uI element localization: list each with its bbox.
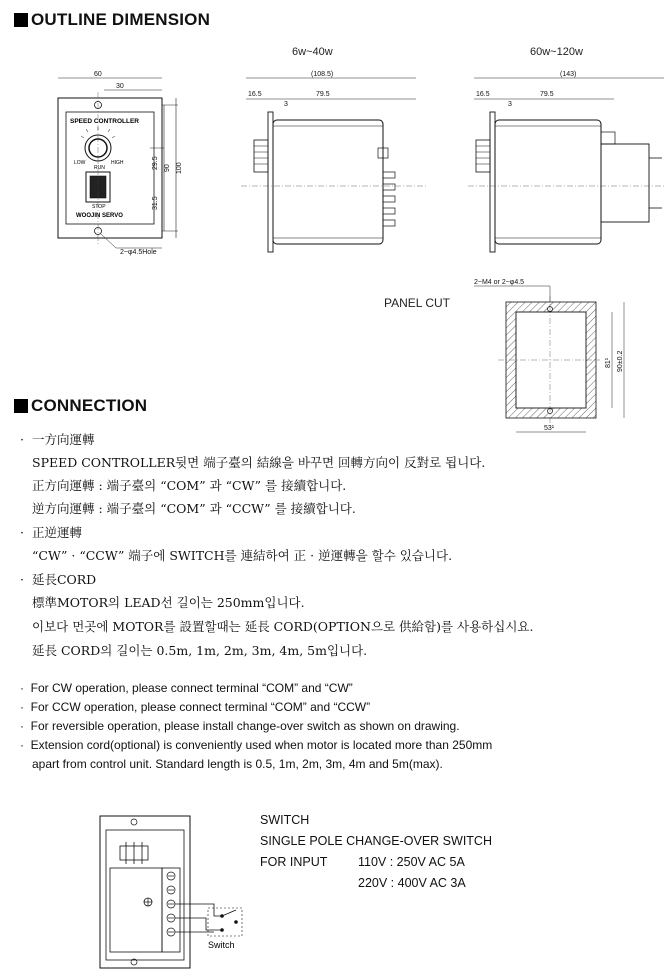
korean-line: 延長 CORD의 길이는 0.5m, 1m, 2m, 3m, 4m, 5m입니다. [32, 643, 368, 658]
panel-cut-drawing [470, 272, 660, 442]
front-brand-label: WOOJIN SERVO [76, 213, 123, 219]
switch-diagram-label: Switch [208, 940, 235, 950]
dim-small-b: 79.5 [316, 91, 330, 98]
korean-line: SPEED CONTROLLER뒷면 端子臺의 結線을 바꾸면 回轉方向이 反對로 됩니다. [32, 455, 486, 470]
korean-line: 標準MOTOR의 LEAD선 길이는 250mm입니다. [32, 595, 305, 610]
english-note-extension-cont: apart from control unit. Standard length is 0.5, 1m, 2m, 3m, 4m and 5m(max). [32, 757, 443, 771]
front-high-label: HIGH [111, 160, 124, 166]
switch-title: SWITCH [260, 813, 310, 827]
dim-front-width: 60 [94, 71, 102, 78]
dim-front-100: 100 [176, 162, 183, 174]
heading-square-icon [14, 399, 28, 413]
english-note-extension: · Extension cord(optional) is conveniently used when motor is located more than 250mm [20, 738, 493, 752]
dim-small-a: 16.5 [248, 91, 262, 98]
switch-wiring-diagram [96, 812, 256, 972]
side-view-large-drawing [464, 68, 669, 263]
panel-cut-inner-height: 81¹ [605, 357, 612, 368]
dim-front-half-width: 30 [116, 83, 124, 90]
front-run-label: RUN [94, 165, 105, 171]
dim-front-29-5: 29.5 [152, 156, 159, 170]
korean-section-2-title: · 正逆運轉 [20, 525, 82, 540]
english-note-cw: · For CW operation, please connect terminal “COM” and “CW” [20, 681, 353, 695]
korean-section-1-title: · 一方向運轉 [20, 432, 95, 447]
panel-cut-label: PANEL CUT [384, 296, 451, 310]
heading-square-icon [14, 13, 28, 27]
korean-line: 正方向運轉 : 端子臺의 “COM” 과 “CW” 를 接續합니다. [32, 478, 347, 493]
large-model-caption: 60w~120w [530, 46, 583, 58]
switch-input-label: FOR INPUT [260, 855, 328, 869]
panel-cut-width: 53¹ [544, 425, 555, 432]
dim-large-c: 3 [508, 101, 512, 108]
korean-section-3-title: · 延長CORD [20, 572, 97, 587]
dim-front-31-5: 31.5 [152, 196, 159, 210]
korean-line: “CW” · “CCW” 端子에 SWITCH를 連結하여 正 · 逆運轉을 할수 있습니다. [32, 548, 453, 563]
front-panel-title: SPEED CONTROLLER [70, 118, 139, 125]
front-stop-label: STOP [92, 204, 106, 210]
dim-front-90: 90 [164, 164, 171, 172]
small-model-caption: 6w~40w [292, 46, 333, 58]
dim-large-a: 16.5 [476, 91, 490, 98]
switch-spec-110v: 110V : 250V AC 5A [358, 855, 465, 869]
side-view-small-drawing [236, 68, 436, 263]
english-note-reversible: · For reversible operation, please install change-over switch as shown on drawing. [20, 719, 460, 733]
outline-heading [14, 10, 210, 30]
english-note-ccw: · For CCW operation, please connect terminal “COM” and “CCW” [20, 700, 371, 714]
dim-small-total: (108.5) [311, 71, 334, 78]
korean-line: 이보다 먼곳에 MOTOR를 設置할때는 延長 CORD(OPTION으로 供給함)를 사용하십시요. [32, 619, 534, 634]
dim-large-b: 79.5 [540, 91, 554, 98]
korean-line: 逆方向運轉 : 端子臺의 “COM” 과 “CCW” 를 接續합니다. [32, 501, 356, 516]
connection-heading-text: CONNECTION [31, 396, 148, 415]
front-low-label: LOW [74, 160, 86, 166]
connection-heading [14, 396, 147, 416]
front-view-drawing [44, 68, 194, 263]
panel-cut-outer-height: 90±0.2 [617, 350, 624, 372]
switch-spec-220v: 220V : 400V AC 3A [358, 876, 466, 890]
panel-cut-hole-note: 2~M4 or 2~φ4.5 [474, 279, 525, 286]
outline-heading-text: OUTLINE DIMENSION [31, 10, 211, 29]
switch-subtitle: SINGLE POLE CHANGE-OVER SWITCH [260, 834, 492, 848]
dim-large-total: (143) [560, 71, 577, 78]
dim-front-hole: 2~φ4.5Hole [120, 249, 157, 256]
dim-small-c: 3 [284, 101, 288, 108]
